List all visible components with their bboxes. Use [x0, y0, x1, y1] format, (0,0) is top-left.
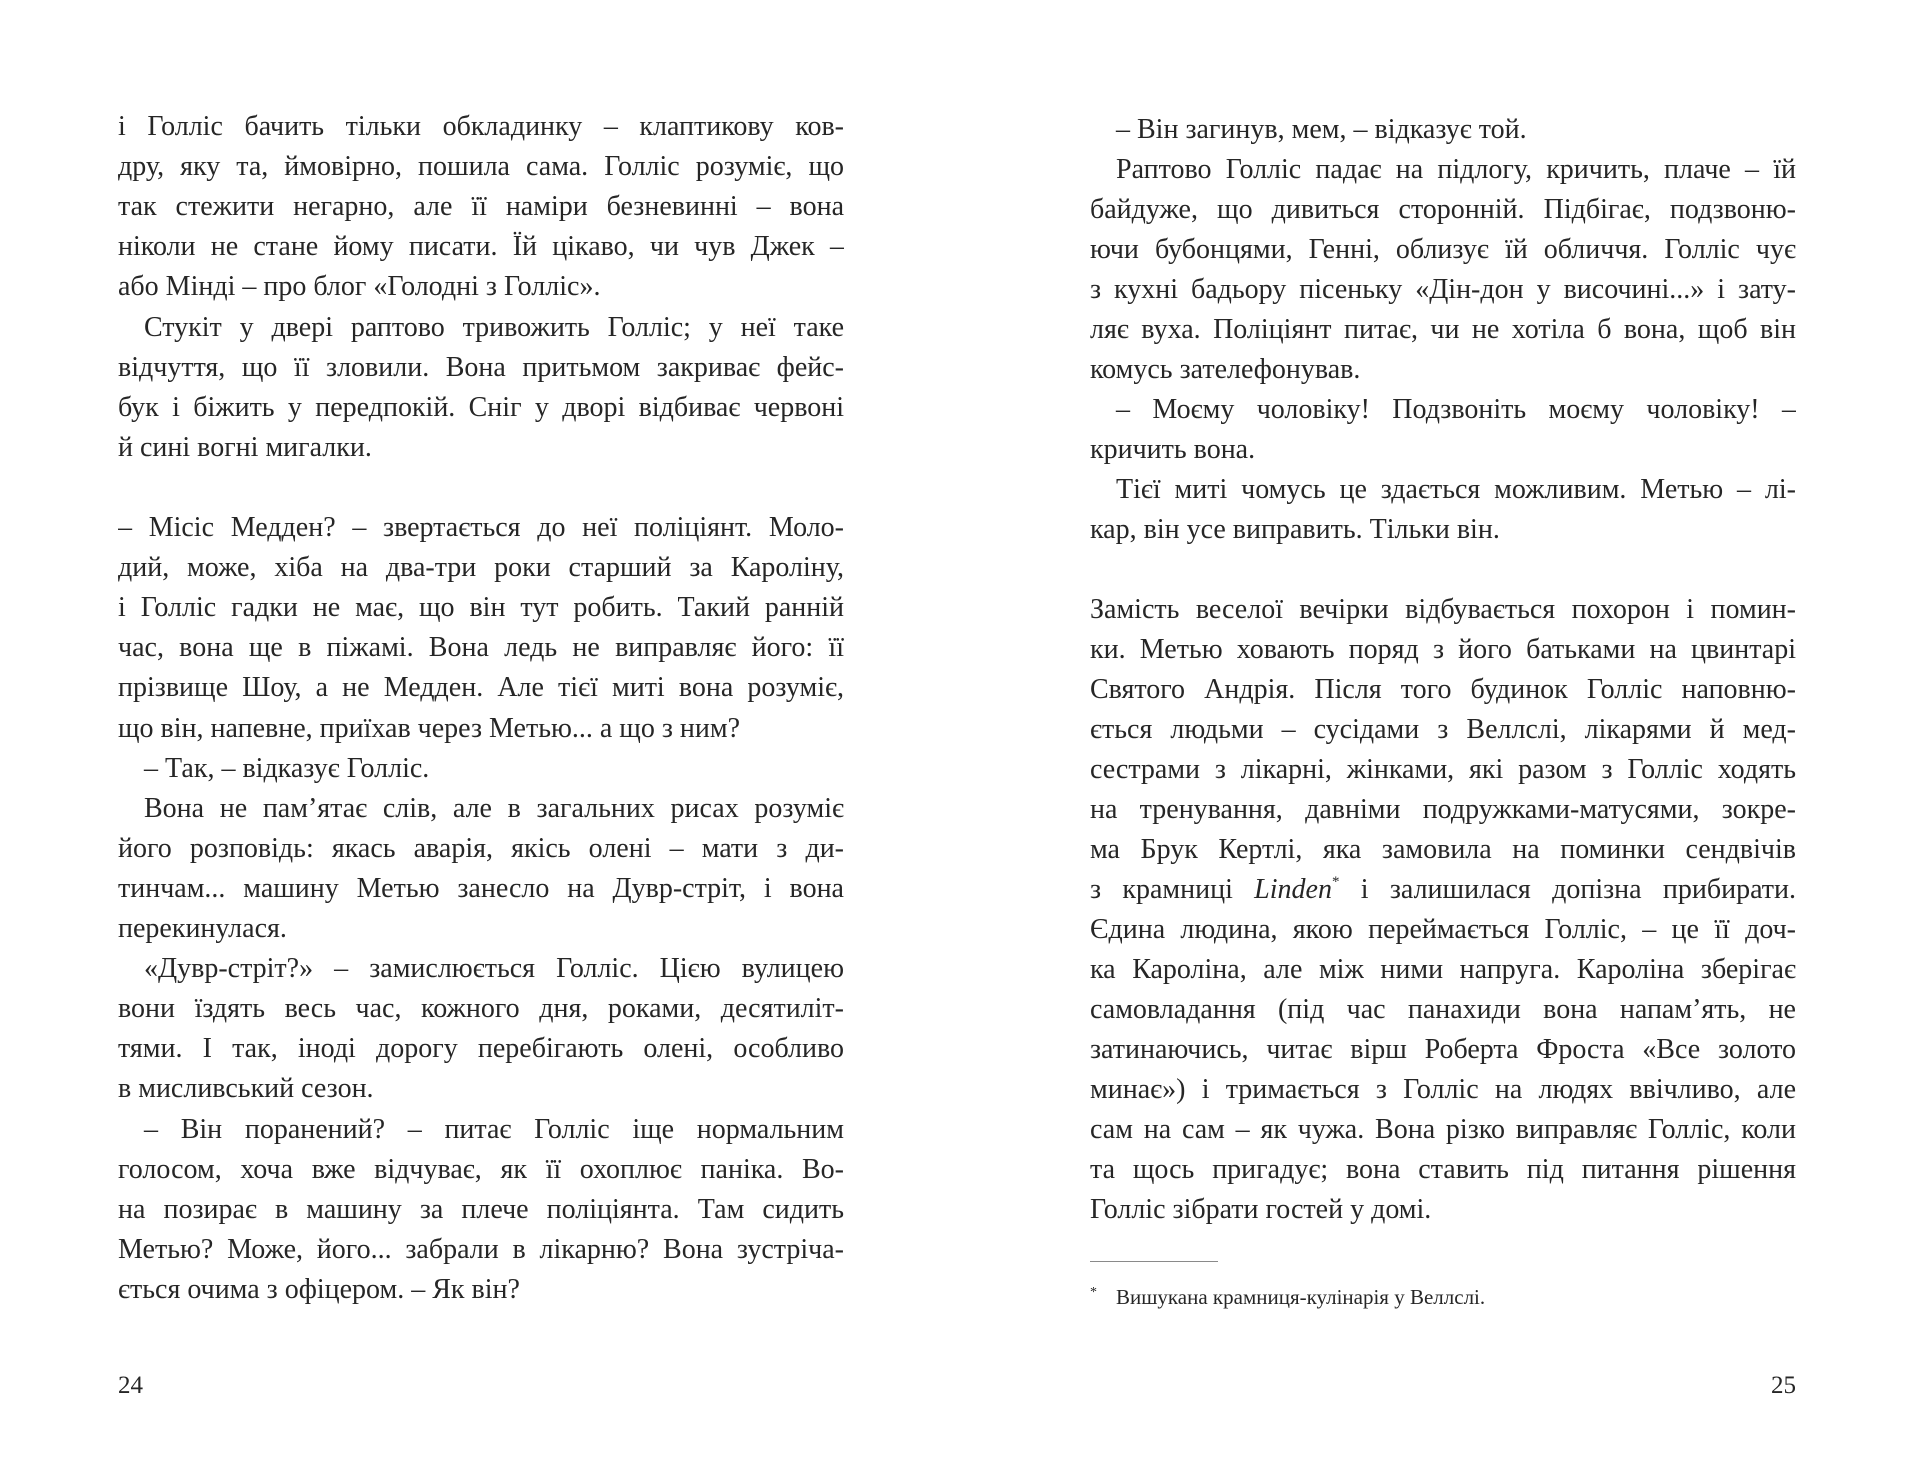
text-line: бук і біжить у передпокій. Сніг у дворі відбиває червоні [118, 391, 844, 423]
text-line: й сині вогні мигалки. [118, 431, 372, 463]
text-line: сам на сам – як чужа. Вона різко виправляє Голліс, коли [1090, 1114, 1796, 1145]
text-line: на позирає в машину за плече поліціянта. Там сидить [118, 1193, 844, 1225]
footnote [1090, 1278, 1485, 1312]
text-line: Єдина людина, якою переймається Голліс, – це її доч- [1090, 914, 1796, 945]
text-line: ніколи не стане йому писати. Їй цікаво, чи чув Джек – [118, 231, 844, 263]
text-line: час, вона ще в піжамі. Вона ледь не виправляє його: її [118, 632, 844, 664]
text-line: байдуже, що дивиться сторонній. Підбігає, подзвоню- [1090, 194, 1796, 225]
text-line: прізвище Шоу, а не Медден. Але тієї миті вона розуміє, [118, 672, 844, 704]
footnote-text: Вишукана крамниця-кулінарія у Веллслі. [1116, 1285, 1486, 1309]
text-line: голосом, хоча вже відчуває, як її охоплює паніка. Во- [118, 1153, 844, 1185]
text-line: ється людьми – сусідами з Веллслі, лікарями й мед- [1090, 714, 1796, 745]
page-number-right: 25 [1771, 1372, 1796, 1399]
text-line: Святого Андрія. Після того будинок Голліс наповню- [1090, 674, 1796, 705]
text-line: його розповідь: якась аварія, якісь олені – мати з ди- [118, 832, 844, 864]
text-line: з кухні бадьору пісеньку «Дін-дон у височині...» і зату- [1090, 274, 1796, 305]
text-line: дру, яку та, ймовірно, пошила сама. Голліс розуміє, що [118, 151, 844, 183]
text-line: або Мінді – про блог «Голодні з Голліс». [118, 271, 601, 303]
text-line: тями. І так, іноді дорогу перебігають олені, особливо [118, 1033, 844, 1065]
text-line: кар, він усе виправить. Тільки він. [1090, 514, 1500, 545]
text-line: вони їздять весь час, кожного дня, роками, десятиліт- [118, 993, 844, 1025]
text-line: і Голліс бачить тільки обкладинку – клаптикову ков- [118, 111, 844, 142]
text-line: затинаючись, читає вірш Роберта Фроста «Все золото [1090, 1034, 1796, 1065]
text-line: ка Кароліна, але між ними напруга. Кароліна зберігає [1090, 954, 1796, 985]
text-line: та щось пригадує; вона ставить під питання рішення [1090, 1154, 1796, 1185]
footnote-marker: * [1090, 1285, 1097, 1300]
blank-line [1090, 550, 1796, 590]
text-line: сестрами з лікарні, жінками, які разом з Голліс ходять [1090, 754, 1796, 785]
text-line: і Голліс гадки не має, що він тут робить. Такий ранній [118, 592, 844, 624]
text-segment: з крамниці [1090, 874, 1255, 905]
text-line: ючи бубонцями, Генні, облизує їй обличчя. Голліс чує [1090, 234, 1796, 265]
text-line: кричить вона. [1090, 434, 1256, 465]
text-line: Замість веселої вечірки відбувається похорон і помин- [1090, 594, 1796, 625]
footnote-reference[interactable]: * [1331, 874, 1340, 890]
text-line: перекинулася. [118, 913, 287, 944]
text-line: – Місіс Медден? – звертається до неї поліціянт. Моло- [118, 512, 844, 543]
text-line: ма Брук Кертлі, яка замовила на поминки сендвічів [1090, 834, 1796, 865]
text-line: Раптово Голліс падає на підлогу, кричить, плаче – їй [1116, 154, 1796, 185]
text-line: – Він загинув, мем, – відказує той. [1116, 114, 1527, 145]
text-line: самовладання (під час панахиди вона напам’ять, не [1090, 994, 1796, 1025]
text-line: комусь зателефонував. [1090, 354, 1361, 385]
text-line: – Він поранений? – питає Голліс іще нормальним [144, 1113, 844, 1145]
text-line: на тренування, давніми подружками-матусями, зокре- [1090, 794, 1796, 825]
text-line: Стукіт у двері раптово тривожить Голліс; у неї таке [144, 311, 844, 343]
text-line: минає») і тримається з Голліс на людях ввічливо, але [1090, 1074, 1796, 1105]
text-line: так стежити негарно, але її наміри безневинні – вона [118, 191, 844, 223]
text-line: ляє вуха. Поліціянт питає, чи не хотіла б вона, щоб він [1090, 314, 1796, 345]
left-page [118, 0, 844, 1477]
text-line: відчуття, що її зловили. Вона притьмом закриває фейс- [118, 351, 844, 383]
text-segment: і залишилася допізна прибирати. [1339, 874, 1796, 905]
right-page [1090, 0, 1796, 1477]
text-line [1090, 870, 1796, 910]
italic-text: Linden [1254, 874, 1332, 905]
page-number-left: 24 [118, 1372, 143, 1399]
text-line: ки. Метью ховають поряд з його батьками на цвинтарі [1090, 634, 1796, 665]
text-line: Голліс зібрати гостей у домі. [1090, 1194, 1432, 1225]
text-line: Метью? Може, його... забрали в лікарню? Вона зустріча- [118, 1233, 844, 1265]
text-line: дий, може, хіба на два-три роки старший за Кароліну, [118, 552, 844, 584]
text-line: – Моєму чоловіку! Подзвоніть моєму чоловіку! – [1116, 394, 1796, 425]
text-line: «Дувр-стріт?» – замислюється Голліс. Цією вулицею [144, 953, 844, 985]
text-line: що він, напевне, приїхав через Метью... а що з ним? [118, 712, 741, 744]
text-line: тинчам... машину Метью занесло на Дувр-стріт, і вона [118, 872, 844, 904]
text-line: ється очима з офіцером. – Як він? [118, 1273, 520, 1305]
footnote-divider [1090, 1261, 1218, 1262]
text-line: Вона не пам’ятає слів, але в загальних рисах розуміє [144, 792, 844, 824]
blank-line [118, 468, 844, 508]
text-line: Тієї миті чомусь це здається можливим. Метью – лі- [1116, 474, 1796, 505]
text-line: – Так, – відказує Голліс. [144, 752, 430, 784]
text-line: в мисливський сезон. [118, 1073, 374, 1105]
